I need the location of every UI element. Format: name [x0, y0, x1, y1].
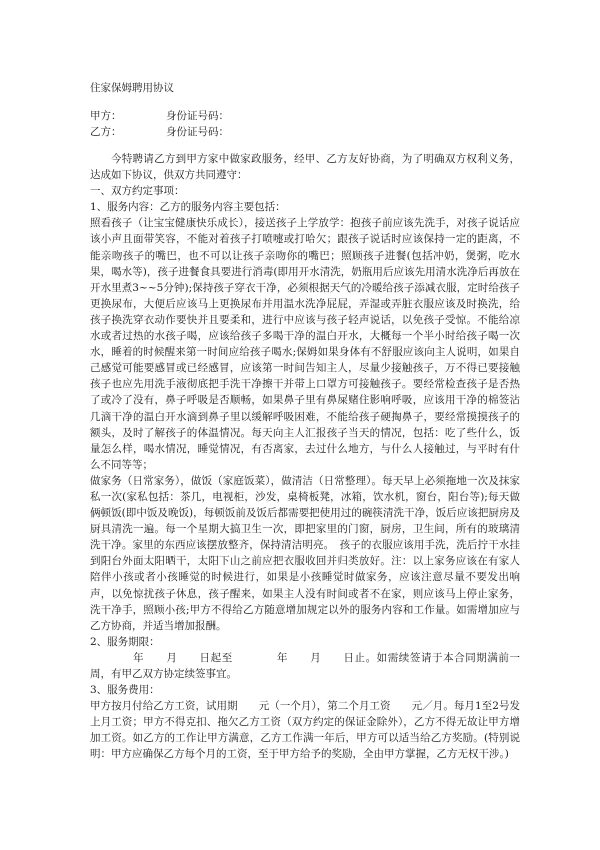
- paragraph-service-fee: 甲方按月付给乙方工资，试用期 元（一个月），第二个月工资 元／月。每月1至2号发上月工资；甲方不得克扣、拖欠乙方工资（双方约定的保证金除外），乙方不得无故让甲方增加工资。如乙方的工作让甲方满意，乙方工作满一年后，甲方可以适当给乙方奖励。(特别说明：甲方应确保乙方每个月的工资，至于甲方给予的奖励，全由甲方掌握，乙方无权干涉。): [90, 700, 520, 761]
- party-b-line: [90, 125, 229, 139]
- party-b-label: 乙方：: [90, 126, 122, 138]
- agreement-body: [90, 151, 520, 763]
- paragraph-housework: 做家务（日常家务），做饭（家庭饭菜），做清洁（日常整理）。每天早上必须拖地一次及抹家私一次(家私包括：茶几，电视柜，沙发，桌椅板凳，冰箱，饮水机，窗台，阳台等);每天做俩顿饭(即中饭及晚饭)，每顿饭前及饭后都需要把使用过的碗筷清洗干净，饭后应该把厨房及厨具清洗一遍。每一个星期大搞卫生一次，即把家里的门窗，厨房，卫生间，所有的玻璃清洗干净。家里的东西应该摆放整齐，保持清洁明亮。 孩子的衣服应该用手洗，洗后拧干水挂到阳台外面太阳晒干，太阳下山之前应把衣服收回并归类放好。注：以上家务应该在有家人陪伴小孩或者小孩睡觉的时候进行，如果是小孩睡觉时做家务，应该注意尽量不要发出响声，以免惊扰孩子休息，孩子醒来，如果主人没有时间或者不在家，则应该马上停止家务，洗干净手，照顾小孩;甲方不得给乙方随意增加规定以外的服务内容和工作量。如需增加应与乙方协商，并适当增加报酬。: [90, 474, 520, 632]
- section-heading-terms: 一、双方约定事项：: [90, 185, 185, 198]
- party-a-label: 甲方：: [90, 110, 122, 122]
- paragraph-service-period: 年 月 日起至 年 月 日止。如需续签请于本合同期满前一周，有甲乙双方协定续签事宜。: [90, 651, 520, 680]
- party-a-line: [90, 109, 229, 123]
- section-heading-service-content: 1、服务内容：乙方的服务内容主要包括：: [90, 201, 286, 214]
- paragraph-childcare: 照看孩子（让宝宝健康快乐成长），接送孩子上学放学：抱孩子前应该先洗手，对孩子说话应该小声且面带笑容，不能对着孩子打喷嚏或打哈欠；跟孩子说话时应该保持一定的距离，不能亲吻孩子的嘴巴，也不可以让孩子亲吻你的嘴巴；照顾孩子进餐(包括冲奶，煲粥，吃水果，喝水等)，孩子进餐食具要进行消毒(即用开水清洗，奶瓶用后应该先用清水洗净后再放在开水里煮3~~5分钟);保持孩子穿衣干净，必须根据天气的冷暖给孩子添减衣服，定时给孩子更换尿布，大便后应该马上更换尿布并用温水洗净屁屁，弄湿或弄脏衣服应该及时换洗，给孩子换洗穿衣动作要快并且要柔和，进行中应该与孩子轻声说话，以免孩子受惊。不能给凉水或者过热的水孩子喝，应该给孩子多喝干净的温白开水，大概每一个半小时给孩子喝一次水，睡着的时候醒来第一时间应给孩子喝水;保姆如果身体有不舒服应该向主人说明，如果自己感觉可能要感冒或已经感冒，应该第一时间告知主人，尽量少接触孩子，万不得已要接触孩子也应先用洗手液彻底把手洗干净擦干并带上口罩方可接触孩子。要经常检查孩子是否热了或冷了没有，鼻子呼吸是否顺畅，如果鼻子里有鼻屎赌住影响呼吸，应该用干净的棉签沾几滴干净的温白开水滴到鼻子里以缓解呼吸困难，不能给孩子硬掏鼻子，要经常摸摸孩子的额头，及时了解孩子的体温情况。每天向主人汇报孩子当天的情况，包括：吃了些什么，饭量怎么样，喝水情况，睡觉情况，有否离家，去过什么地方，与什么人接触过，与平时有什么不同等等；: [90, 217, 520, 471]
- party-a-id-label: 身份证号码：: [166, 110, 229, 122]
- section-heading-service-fee: 3、服务费用：: [90, 684, 160, 697]
- intro-paragraph: 今特聘请乙方到甲方家中做家政服务，经甲、乙方友好协商，为了明确双方权利义务，达成如下协议，供双方共同遵守：: [90, 153, 520, 182]
- section-heading-service-period: 2、服务期限：: [90, 635, 160, 648]
- party-b-id-label: 身份证号码：: [166, 126, 229, 138]
- document-title: 住家保姆聘用协议: [90, 82, 174, 94]
